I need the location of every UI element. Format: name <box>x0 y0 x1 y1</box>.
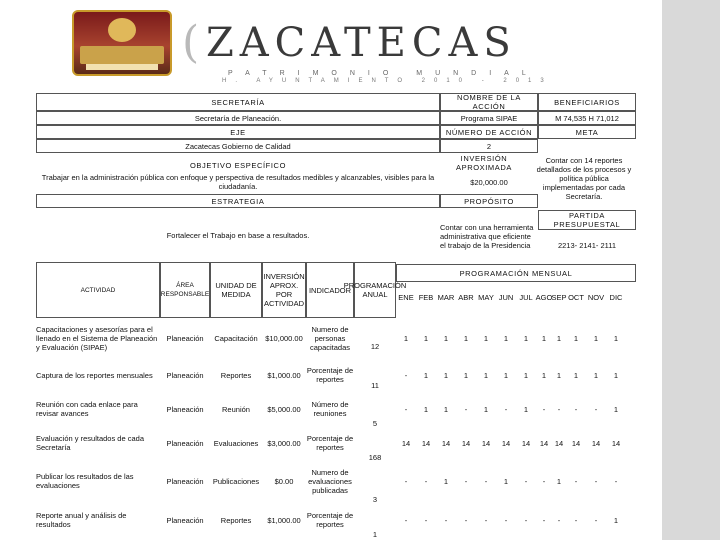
cell-unidad: Capacitación <box>214 333 258 343</box>
cell-month-0: - <box>404 515 408 525</box>
cell-month-4: 1 <box>483 404 489 414</box>
cell-anual: 168 <box>368 452 382 462</box>
cell-month-2: 14 <box>441 438 451 448</box>
inversion-aprox-value: $20,000.00 <box>470 177 508 187</box>
cell-month-1: 1 <box>423 370 429 380</box>
cell-month-5: 1 <box>503 370 509 380</box>
month-header-11: DIC <box>609 292 623 302</box>
cell-inversion: $1,000.00 <box>267 370 301 380</box>
cell-anual: 12 <box>370 341 380 351</box>
month-header-3: ABR <box>458 292 474 302</box>
accion-label: NOMBRE DE LA ACCIÓN <box>440 93 538 111</box>
cell-month-5: 14 <box>501 438 511 448</box>
cell-anual: 5 <box>372 418 378 428</box>
cell-unidad: Publicaciones <box>212 476 260 486</box>
cell-month-6: 1 <box>523 404 529 414</box>
cell-month-2: - <box>444 515 448 525</box>
beneficiarios-value: M 74,535 H 71,012 <box>538 111 636 125</box>
cell-area: Planeación <box>166 370 204 380</box>
col-indicador: INDICADOR <box>306 262 354 318</box>
cell-area: Planeación <box>166 438 204 448</box>
cell-month-4: 1 <box>483 333 489 343</box>
accion-value: Programa SIPAE <box>440 111 538 125</box>
cell-month-9: - <box>574 515 578 525</box>
cell-month-8: - <box>557 404 561 414</box>
cell-month-8: 1 <box>556 370 562 380</box>
cell-indicador: Porcentaje de reportes <box>306 366 354 384</box>
cell-month-6: - <box>524 476 528 486</box>
cell-month-11: 1 <box>613 370 619 380</box>
numero-value: 2 <box>440 139 538 153</box>
cell-inversion: $0.00 <box>274 476 294 486</box>
col-area: ÁREA RESPONSABLE <box>160 262 210 318</box>
cell-month-3: 1 <box>463 370 469 380</box>
cell-month-8: 14 <box>554 438 564 448</box>
cell-month-3: - <box>464 515 468 525</box>
cell-month-5: - <box>504 404 508 414</box>
cell-month-1: - <box>424 476 428 486</box>
brand-ornament-icon: ( <box>182 17 200 68</box>
cell-month-9: - <box>574 476 578 486</box>
cell-actividad: Capacitaciones y asesorías para el llenado en el Sistema de Planeación y Evaluación (SIPAE) <box>36 324 158 352</box>
cell-indicador: Numero de evaluaciones publicadas <box>308 467 352 495</box>
secretaria-label: SECRETARÍA <box>36 93 440 111</box>
proposito-value: Contar con una herramienta administrativa que eficiente el trabajo de la Presidencia <box>440 222 534 250</box>
cell-month-5: - <box>504 515 508 525</box>
brand-title: ZACATECAS <box>206 20 517 66</box>
cell-month-1: - <box>424 515 428 525</box>
cell-area: Planeación <box>166 333 204 343</box>
cell-anual: 1 <box>372 529 378 539</box>
cell-month-3: - <box>464 476 468 486</box>
proposito-label: PROPÓSITO <box>440 194 538 208</box>
cell-month-10: 14 <box>591 438 601 448</box>
col-actividad: ACTIVIDAD <box>36 262 160 318</box>
municipal-crest-logo <box>72 10 172 76</box>
cell-month-8: 1 <box>556 333 562 343</box>
cell-actividad: Evaluación y resultados de cada Secretaría <box>36 434 144 452</box>
meta-value: Contar con 14 reportes detallados de los procesos y política pública implementadas por cada Secretaría. <box>536 155 632 201</box>
month-header-0: ENE <box>398 292 414 302</box>
cell-month-2: 1 <box>443 333 449 343</box>
month-header-5: JUN <box>498 292 514 302</box>
beneficiarios-label: BENEFICIARIOS <box>538 93 636 111</box>
cell-unidad: Reportes <box>220 370 252 380</box>
cell-month-6: 1 <box>523 333 529 343</box>
cell-indicador: Número de reuniones <box>311 400 349 418</box>
cell-unidad: Reunión <box>222 404 250 414</box>
col-programacion-mensual: PROGRAMACIÓN MENSUAL <box>396 264 636 282</box>
cell-anual: 3 <box>372 494 378 504</box>
cell-indicador: Numero de personas capacitadas <box>309 324 351 352</box>
numero-label: NÚMERO DE ACCIÓN <box>440 125 538 139</box>
cell-indicador: Porcentaje de reportes <box>306 511 354 529</box>
month-header-4: MAY <box>478 292 494 302</box>
col-inversion: INVERSIÓN APROX. POR ACTIVIDAD <box>262 262 306 318</box>
cell-month-2: 1 <box>443 370 449 380</box>
cell-unidad: Evaluaciones <box>213 438 259 448</box>
cell-anual: 11 <box>371 380 379 390</box>
month-header-2: MAR <box>437 292 455 302</box>
cell-month-2: 1 <box>443 476 449 486</box>
cell-inversion: $10,000.00 <box>265 333 303 343</box>
cell-month-7: - <box>542 404 546 414</box>
right-margin-band <box>662 0 720 540</box>
cell-month-4: - <box>484 515 488 525</box>
cell-unidad: Reportes <box>220 515 252 525</box>
partida-label: PARTIDA PRESUPUESTAL <box>538 210 636 230</box>
cell-inversion: $1,000.00 <box>267 515 301 525</box>
cell-indicador: Porcentaje de reportes <box>306 434 354 452</box>
cell-month-7: 1 <box>541 333 547 343</box>
cell-actividad: Reunión con cada enlace para revisar avances <box>36 400 138 418</box>
cell-month-0: - <box>404 370 408 380</box>
partida-value: 2213- 2141- 2111 <box>557 240 617 250</box>
cell-month-7: - <box>542 476 546 486</box>
cell-month-11: - <box>614 476 618 486</box>
cell-month-9: 1 <box>573 333 579 343</box>
cell-month-1: 14 <box>421 438 431 448</box>
cell-month-6: - <box>524 515 528 525</box>
cell-month-1: 1 <box>423 404 429 414</box>
cell-area: Planeación <box>166 476 204 486</box>
cell-month-11: 1 <box>613 515 619 525</box>
cell-month-10: 1 <box>593 333 599 343</box>
cell-inversion: $5,000.00 <box>267 404 301 414</box>
cell-month-10: - <box>594 515 598 525</box>
cell-actividad: Captura de los reportes mensuales <box>36 370 153 380</box>
meta-label: META <box>538 125 636 139</box>
month-header-10: NOV <box>587 292 605 302</box>
month-header-8: SEP <box>551 292 567 302</box>
cell-month-9: 1 <box>573 370 579 380</box>
cell-month-3: 1 <box>463 333 469 343</box>
cell-month-11: 14 <box>611 438 621 448</box>
cell-month-0: 1 <box>403 333 409 343</box>
cell-month-8: 1 <box>556 476 562 486</box>
objetivo-label: OBJETIVO ESPECÍFICO <box>190 160 286 170</box>
cell-month-6: 14 <box>521 438 531 448</box>
cell-month-10: 1 <box>593 370 599 380</box>
cell-month-5: 1 <box>503 333 509 343</box>
month-header-6: JUL <box>519 292 533 302</box>
cell-month-7: 1 <box>541 370 547 380</box>
cell-month-7: - <box>542 515 546 525</box>
brand-header <box>182 14 622 84</box>
secretaria-value: Secretaría de Planeación. <box>36 111 440 125</box>
cell-month-7: 14 <box>539 438 549 448</box>
brand-subtitle: PATRIMONIO MUNDIAL <box>228 70 539 77</box>
objetivo-value: Trabajar en la administración pública con enfoque y perspectiva de resultados medibles y alcanzables, visibles para la ciudadanía. <box>41 173 435 191</box>
cell-month-0: 14 <box>401 438 411 448</box>
brand-subtitle-2: H. AYUNTAMIENTO 2010 - 2013 <box>222 78 553 84</box>
cell-month-8: - <box>557 515 561 525</box>
cell-month-9: - <box>574 404 578 414</box>
inversion-aprox-label: INVERSIÓN APROXIMADA <box>455 154 512 172</box>
cell-actividad: Reporte anual y análisis de resultados <box>36 511 127 529</box>
cell-month-4: - <box>484 476 488 486</box>
cell-actividad: Publicar los resultados de las evaluaciones <box>36 472 134 490</box>
estrategia-label: ESTRATEGIA <box>36 194 440 208</box>
cell-month-3: 14 <box>461 438 471 448</box>
cell-month-1: 1 <box>423 333 429 343</box>
cell-month-3: - <box>464 404 468 414</box>
cell-area: Planeación <box>166 404 204 414</box>
col-programacion-anual: PROGRAMACIÓN ANUAL <box>354 262 396 318</box>
cell-month-11: 1 <box>613 333 619 343</box>
cell-month-10: - <box>594 404 598 414</box>
cell-area: Planeación <box>166 515 204 525</box>
cell-month-0: - <box>404 476 408 486</box>
month-header-9: OCT <box>568 292 584 302</box>
cell-month-0: - <box>404 404 408 414</box>
month-header-1: FEB <box>418 292 434 302</box>
month-header-7: AGO <box>535 292 553 302</box>
cell-month-11: 1 <box>613 404 619 414</box>
cell-month-6: 1 <box>523 370 529 380</box>
cell-inversion: $3,000.00 <box>267 438 301 448</box>
estrategia-value: Fortalecer el Trabajo en base a resultados. <box>166 230 310 240</box>
eje-label: EJE <box>36 125 440 139</box>
cell-month-9: 14 <box>571 438 581 448</box>
cell-month-5: 1 <box>503 476 509 486</box>
cell-month-10: - <box>594 476 598 486</box>
col-unidad: UNIDAD DE MEDIDA <box>210 262 262 318</box>
cell-month-4: 14 <box>481 438 491 448</box>
eje-value: Zacatecas Gobierno de Calidad <box>36 139 440 153</box>
cell-month-2: 1 <box>443 404 449 414</box>
cell-month-4: 1 <box>483 370 489 380</box>
